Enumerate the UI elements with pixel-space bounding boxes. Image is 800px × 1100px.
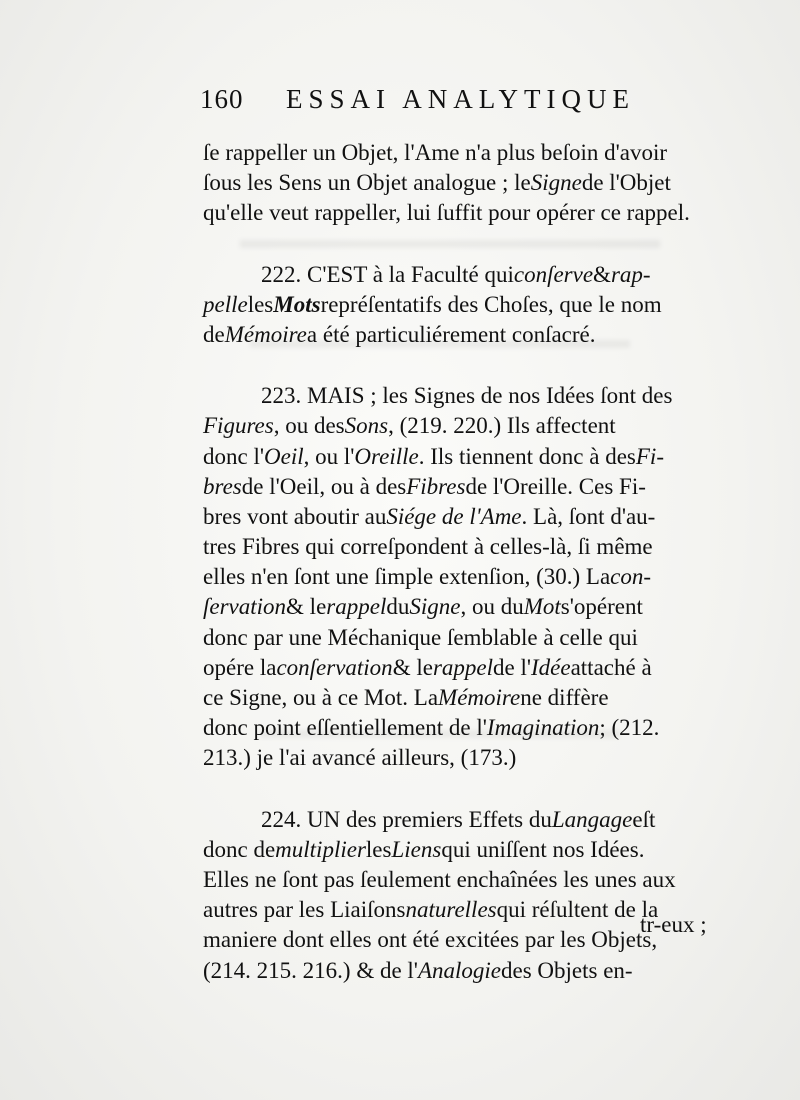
text-line: ſous les Sens un Objet analogue ; leSignede l'Objet — [203, 170, 671, 196]
text-line: opére laconſervation& lerappelde l'Idéeattaché à — [203, 654, 652, 680]
running-head — [200, 84, 640, 124]
paragraph-gap — [203, 774, 725, 805]
catchword: tr-eux ; — [640, 912, 707, 937]
text-line: Figures, ou desSons, (219. 220.) Ils affectent — [203, 413, 616, 439]
text-line: donc demultiplierlesLiensqui uniſſent nos Idées. — [203, 836, 645, 862]
page-number: 160 — [200, 84, 244, 114]
text-line: qu'elle veut rappeller, lui ſuffit pour opérer ce rappel. — [203, 200, 690, 226]
text-line: 222. C'EST à la Faculté quiconſerve&rap- — [261, 261, 651, 287]
text-line: tres Fibres qui correſpondent à celles-là, ſi même — [203, 534, 653, 560]
text-line: 213.) je l'ai avancé ailleurs, (173.) — [203, 745, 517, 771]
text-line: bres vont aboutir auSiége de l'Ame. Là, ſont d'au- — [203, 503, 656, 529]
text-line: pellelesMotsrepréſentatifs des Choſes, que le nom — [203, 291, 662, 317]
text-line: ſe rappeller un Objet, l'Ame n'a plus beſoin d'avoir — [203, 140, 667, 165]
text-line: elles n'en ſont une ſimple extenſion, (30.) Lacon- — [203, 564, 652, 590]
text-line: Elles ne ſont pas ſeulement enchaînées les unes aux — [203, 866, 676, 892]
text-line: maniere dont elles ont été excitées par les Objets, — [203, 927, 658, 953]
text-line: 223. MAIS ; les Signes de nos Idées ſont des — [261, 383, 673, 409]
text-line: donc par une Méchanique ſemblable à celle qui — [203, 624, 638, 650]
running-title: ESSAI ANALYTIQUE — [286, 84, 636, 114]
body-text — [203, 138, 725, 986]
text-line: deMémoirea été particuliérement conſacré. — [203, 321, 596, 347]
paragraph-gap — [203, 229, 725, 260]
text-line: autres par les Liaiſonsnaturellesqui réſultent de la — [203, 897, 659, 923]
text-line: bresde l'Oeil, ou à desFibresde l'Oreille. Ces Fi- — [203, 473, 646, 499]
text-line: 224. UN des premiers Effets duLangageeſt — [261, 806, 656, 832]
paragraph-gap — [203, 350, 725, 381]
text-line: ce Signe, ou à ce Mot. LaMémoirene diffère — [203, 685, 609, 710]
text-line: (214. 215. 216.) & de l'Analogiedes Objets en- — [203, 957, 633, 983]
text-line: donc l'Oeil, ou l'Oreille. Ils tiennent donc à desFi- — [203, 443, 664, 469]
text-line: ſervation& lerappelduSigne, ou duMots'opérent — [203, 594, 643, 620]
text-line: donc point eſſentiellement de l'Imagination; (212. — [203, 715, 660, 741]
